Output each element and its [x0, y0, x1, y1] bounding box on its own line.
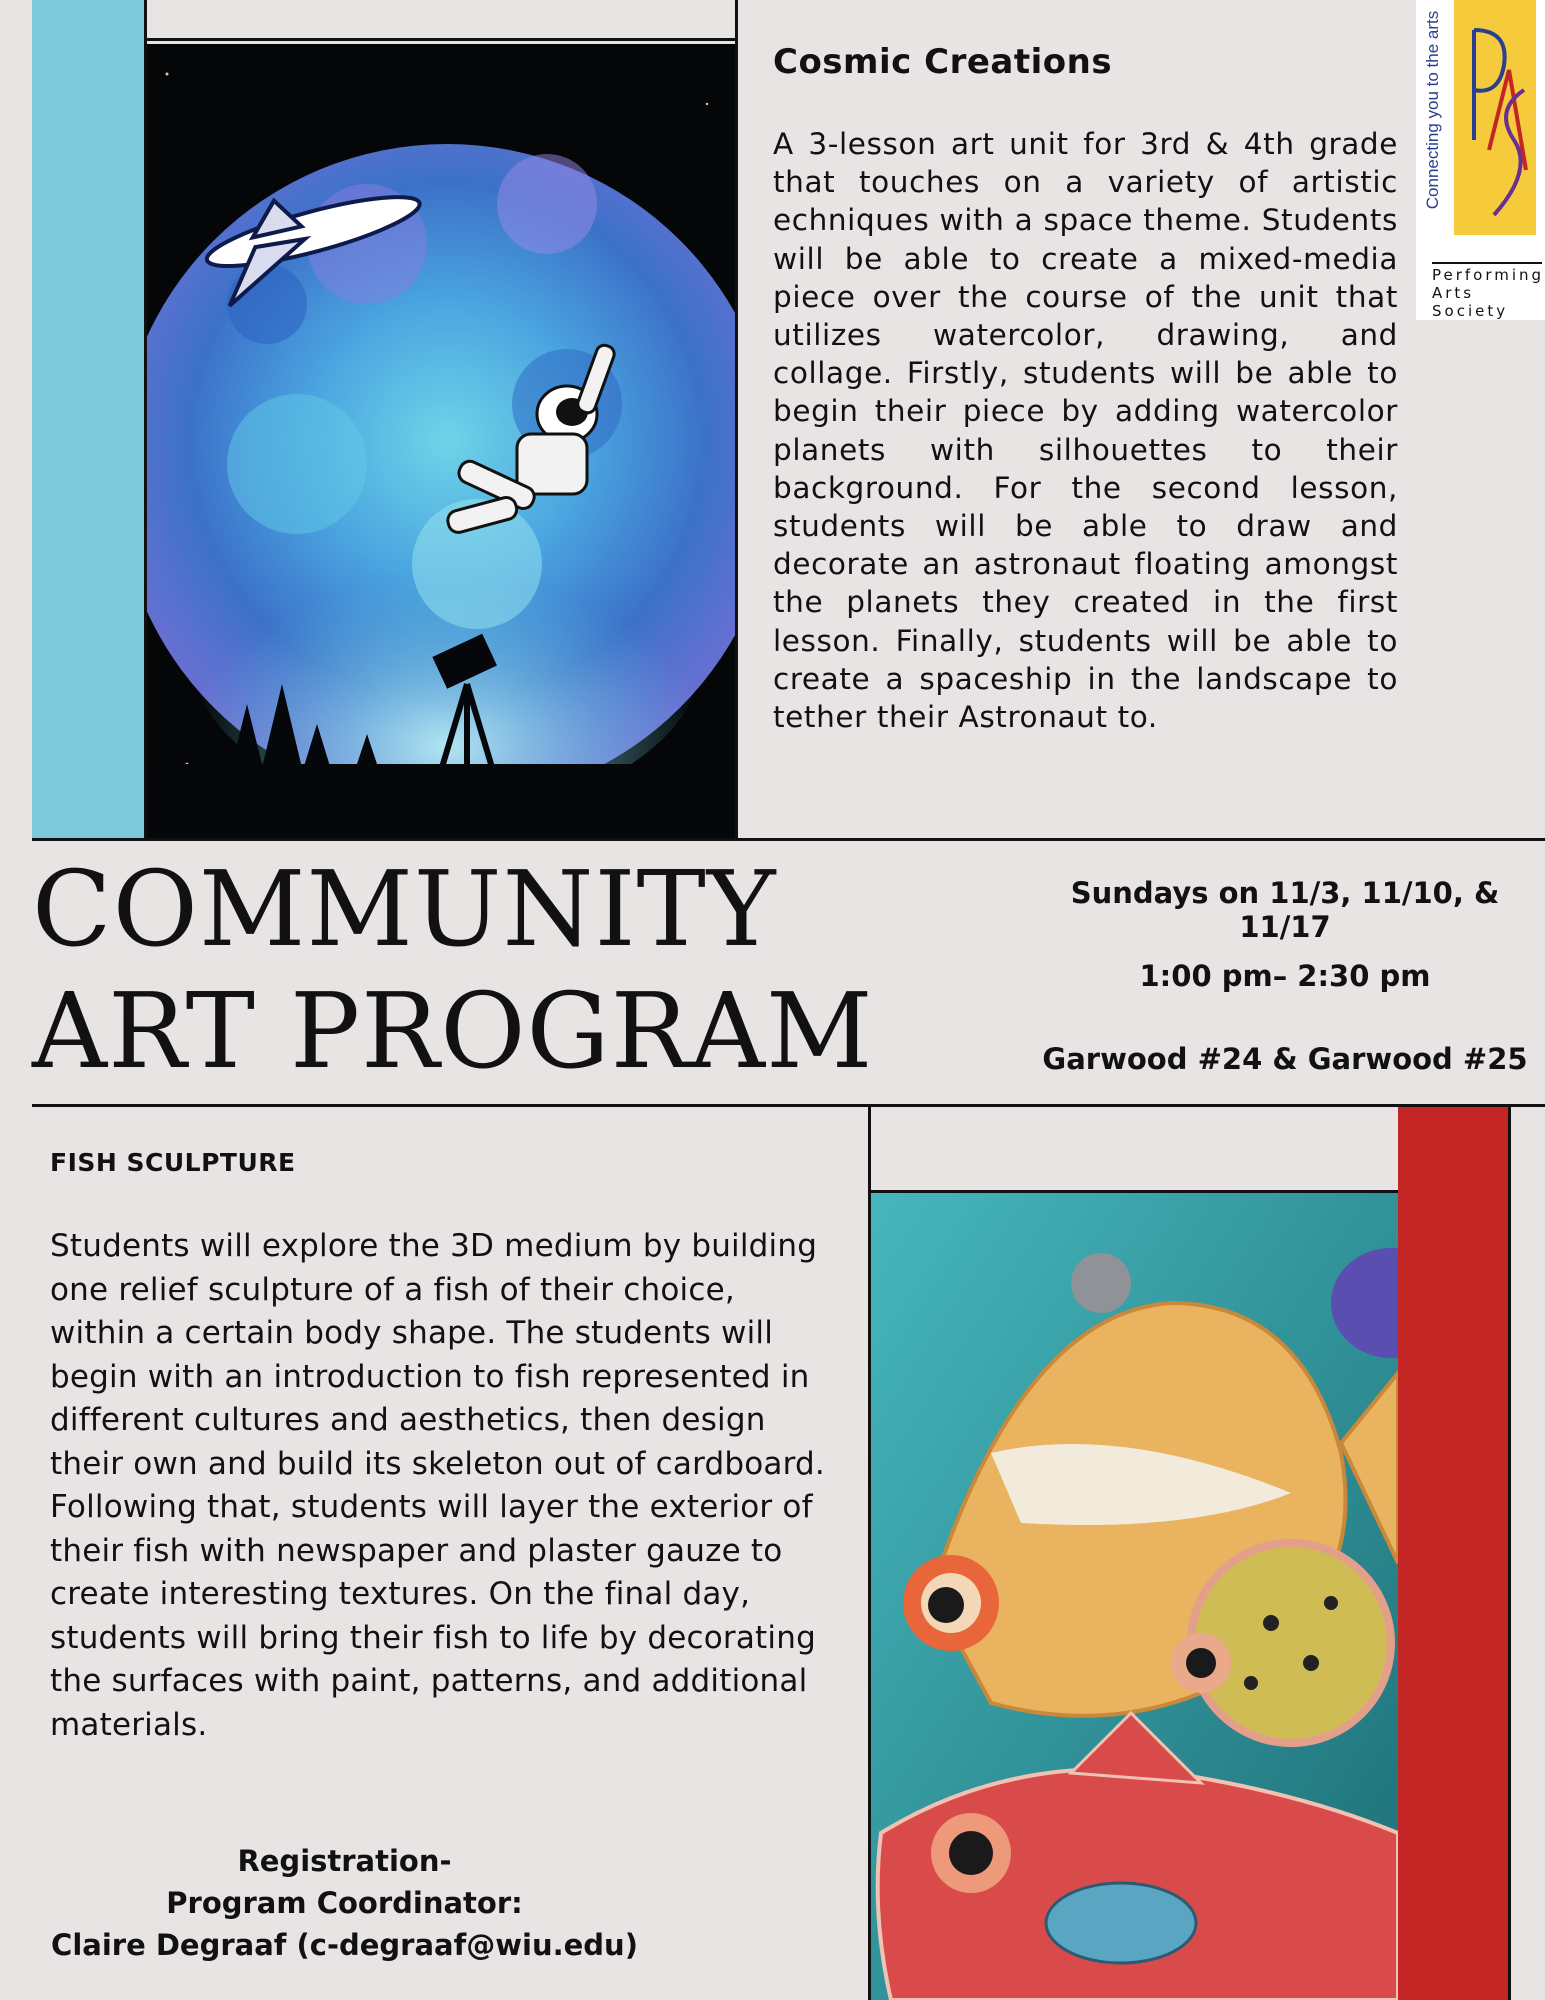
- frame-line: [735, 0, 738, 840]
- fish-sculpture-description: Students will explore the 3D medium by building one relief sculpture of a fish of their choice, within a certain body shape. The students will begin with an introduction to fish represented in different cultures and aesthetics, then design their own and build its skeleton out of cardboard. Following that, students will layer the exterior of their fish with newspaper and plaster gauze to create interesting textures. On the final day, students will bring their fish to life by decorating the surfaces with paint, patterns, and additional materials.: [50, 1228, 825, 1743]
- logo-tagline: Connecting you to the arts: [1423, 10, 1442, 210]
- cosmic-creations-description: A 3-lesson art unit for 3rd & 4th grade that touches on a variety of artistic echniques with a space theme. Students will be able to create a mixed-media piece over the course of the unit that utilizes watercolor, drawing, and collage. Firstly, students will be able to begin their piece by adding watercolor planets with silhouettes to their background. For the second lesson, students will be able to draw and decorate an astronaut floating amongst the planets they created in the first lesson. Finally, students will be able to create a spaceship in the landscape to tether their Astronaut to.: [773, 127, 1398, 735]
- fish-sculpture-image: [871, 1193, 1398, 2000]
- space-artwork-image: [147, 44, 735, 840]
- logo-tagline-wrap: [1418, 0, 1448, 235]
- registration-line1: Registration-: [237, 1844, 452, 1878]
- program-location: Garwood #24 & Garwood #25: [1042, 1042, 1528, 1076]
- registration-info: [32, 1840, 657, 1966]
- program-title-line1: COMMUNITY: [32, 848, 777, 970]
- fish-sculpture-title: FISH SCULPTURE: [50, 1148, 296, 1177]
- logo-name-line1: Performing: [1432, 266, 1545, 284]
- registration-contact: Claire Degraaf (c-degraaf@wiu.edu): [51, 1928, 638, 1962]
- program-time: 1:00 pm– 2:30 pm: [1139, 959, 1431, 993]
- frame-line: [144, 38, 738, 41]
- frame-line: [1508, 1107, 1511, 2000]
- logo-name-line3: Society: [1432, 302, 1509, 320]
- program-dates: Sundays on 11/3, 11/10, & 11/17: [1070, 876, 1500, 944]
- space-artwork-svg: [147, 44, 735, 840]
- program-title: [32, 848, 874, 1092]
- cosmic-creations-title: Cosmic Creations: [773, 42, 1113, 82]
- logo-mark: [1454, 0, 1536, 235]
- logo-name: [1432, 266, 1544, 320]
- logo-name-line2: Arts: [1432, 284, 1475, 302]
- pas-logo: [1416, 0, 1545, 320]
- divider-line: [32, 1104, 1545, 1107]
- logo-yellow-panel: [1454, 0, 1536, 235]
- logo-divider: [1432, 262, 1542, 264]
- registration-line2: Program Coordinator:: [166, 1886, 523, 1920]
- red-accent-bar: [1398, 1107, 1508, 2000]
- program-title-line2: ART PROGRAM: [32, 970, 874, 1092]
- fish-sculpture-svg: [871, 1193, 1398, 2000]
- teal-accent-bar: [32, 0, 144, 840]
- divider-line: [32, 838, 1545, 841]
